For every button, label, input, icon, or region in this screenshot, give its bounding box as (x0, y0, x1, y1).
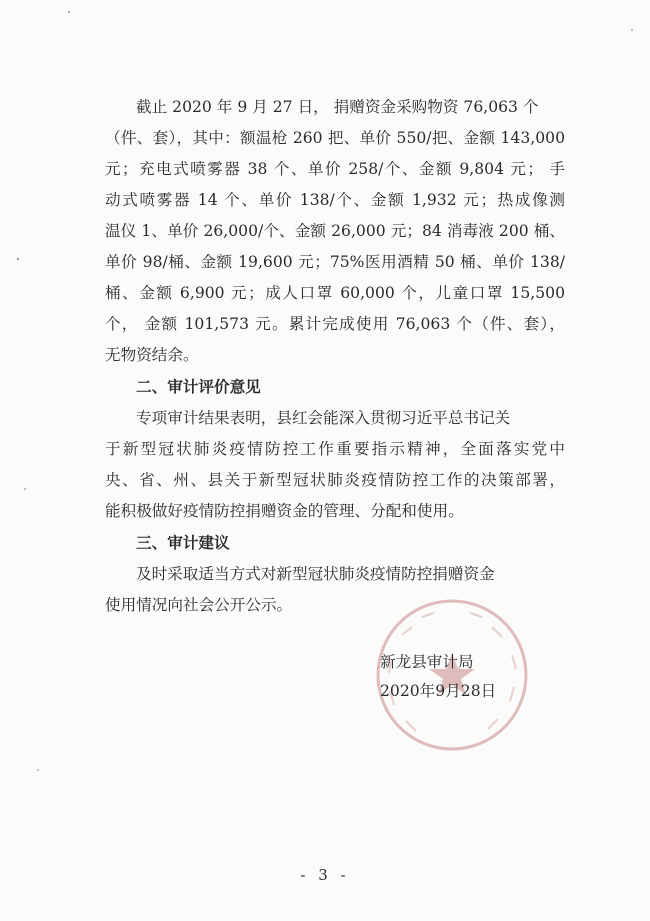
paragraph-line-6: 单价 98/桶、金额 19,600 元；75%医用酒精 50 桶、单价 138/ (105, 253, 565, 271)
paragraph-line-7: 桶、金额 6,900 元；成人口罩 60,000 个，儿童口罩 15,500 (105, 284, 565, 302)
section-heading-suggestion: 三、审计建议 (136, 534, 230, 552)
evaluation-line-3: 央、省、州、县关于新型冠状肺炎疫情防控工作的决策部署， (105, 471, 565, 489)
suggestion-line-1: 及时采取适当方式对新型冠状肺炎疫情防控捐赠资金 (136, 565, 495, 583)
section-heading-evaluation: 二、审计评价意见 (136, 378, 261, 396)
page-number: - 3 - (300, 866, 350, 884)
paragraph-line-9: 无物资结余。 (105, 346, 199, 364)
paragraph-line-5: 温仪 1、单价 26,000/个、金额 26,000 元；84 消毒液 200 桶、 (105, 222, 565, 240)
signature-date: 2020年9月28日 (380, 682, 497, 700)
evaluation-line-2: 于新型冠状肺炎疫情防控工作重要指示精神，全面落实党中 (105, 440, 565, 458)
paragraph-line-3: 元；充电式喷雾器 38 个、单价 258/个、金额 9,804 元； 手 (105, 160, 565, 178)
document-body (105, 92, 565, 621)
suggestion-line-2: 使用情况向社会公开公示。 (105, 596, 293, 614)
paragraph-line-2: （件、套），其中：额温枪 260 把、单价 550/把、金额 143,000 (105, 129, 565, 147)
official-seal-icon (372, 595, 532, 755)
paragraph-line-4: 动式喷雾器 14 个、单价 138/个、金额 1,932 元；热成像测 (105, 191, 565, 209)
paragraph-line-1: 截止 2020 年 9 月 27 日， 捐赠资金采购物资 76,063 个 (136, 98, 539, 116)
evaluation-line-1: 专项审计结果表明，县红会能深入贯彻习近平总书记关 (136, 409, 511, 427)
signature-office: 新龙县审计局 (380, 653, 474, 671)
evaluation-line-4: 能积极做好疫情防控捐赠资金的管理、分配和使用。 (105, 502, 464, 520)
paragraph-line-8: 个， 金额 101,573 元。累计完成使用 76,063 个（件、套）， (105, 315, 565, 333)
